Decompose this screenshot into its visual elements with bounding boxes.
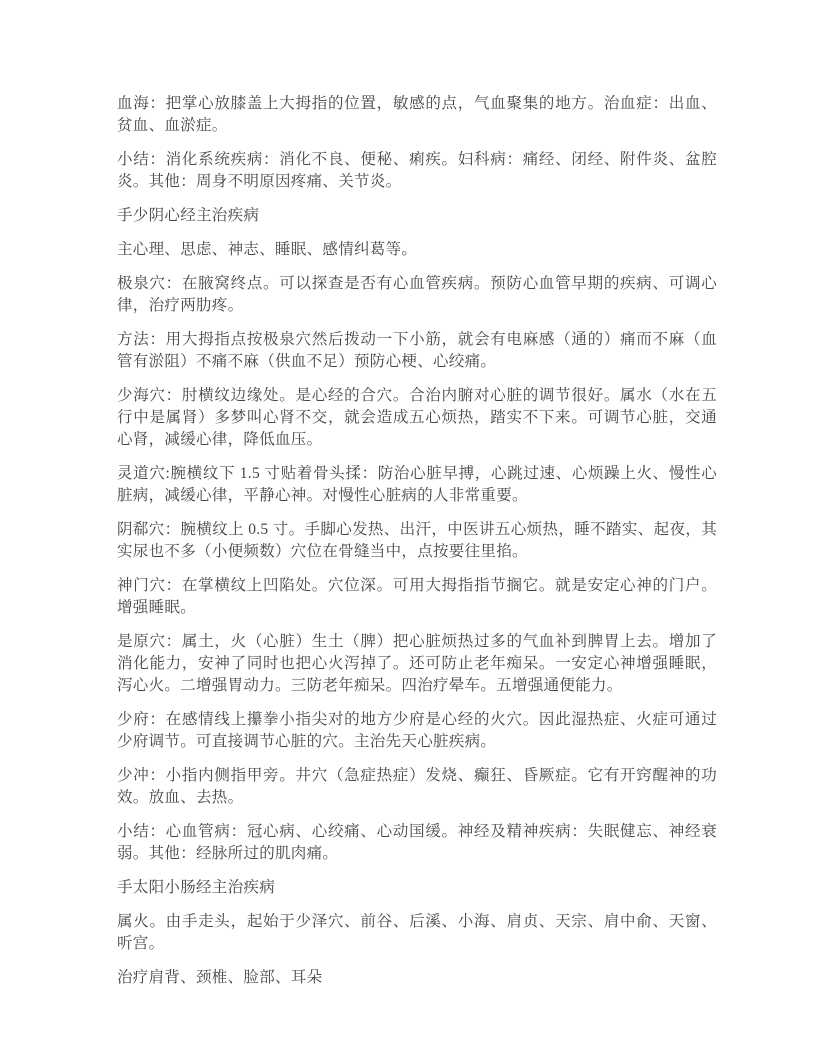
document-page <box>117 93 717 1001</box>
paragraph-small-intestine-overview: 属火。由手走头，起始于少泽穴、前谷、后溪、小海、肩贞、天宗、肩中俞、天窗、听宫。 <box>117 913 717 952</box>
heading-heart-meridian: 手少阴心经主治疾病 <box>117 207 260 224</box>
paragraph-summary-digestive: 小结：消化系统疾病：消化不良、便秘、痢疾。妇科病：痛经、闭经、附件炎、盆腔炎。其他：周身不明原因疼痛、关节炎。 <box>117 151 717 190</box>
paragraph-yuan-point: 是原穴：属土，火（心脏）生土（脾）把心脏烦热过多的气血补到脾胃上去。增加了消化能力，安神了同时也把心火泻掉了。还可防止老年痴呆。一安定心神增强睡眠，泻心火。二增强胃动力。三防老年痴呆。四治疗晕车。五增强通便能力。 <box>117 633 717 694</box>
paragraph-yinxi: 阴郗穴：腕横纹上 0.5 寸。手脚心发热、出汗，中医讲五心烦热，睡不踏实、起夜，其实尿也不多（小便频数）穴位在骨缝当中，点按要往里掐。 <box>117 521 717 560</box>
heading-small-intestine-meridian: 手太阳小肠经主治疾病 <box>117 879 276 896</box>
paragraph-xuehai: 血海：把掌心放膝盖上大拇指的位置，敏感的点，气血聚集的地方。治血症：出血、贫血、血淤症。 <box>117 95 717 134</box>
paragraph-shaofu: 少府：在感情线上攥拳小指尖对的地方少府是心经的火穴。因此湿热症、火症可通过少府调节。可直接调节心脏的穴。主治先天心脏疾病。 <box>117 711 717 750</box>
paragraph-jiquan: 极泉穴：在腋窝终点。可以探查是否有心血管疾病。预防心血管早期的疾病、可调心律，治疗两肋疼。 <box>117 275 717 314</box>
paragraph-shenmen: 神门穴：在掌横纹上凹陷处。穴位深。可用大拇指指节搁它。就是安定心神的门户。增强睡眠。 <box>117 577 717 616</box>
paragraph-heart-overview: 主心理、思虑、神志、睡眠、感情纠葛等。 <box>117 241 418 258</box>
paragraph-small-intestine-treats: 治疗肩背、颈椎、脸部、耳朵 <box>117 969 323 986</box>
paragraph-lingdao: 灵道穴:腕横纹下 1.5 寸贴着骨头揉：防治心脏早搏，心跳过速、心烦躁上火、慢性心脏病，减缓心律，平静心神。对慢性心脏病的人非常重要。 <box>117 465 717 504</box>
paragraph-shaochong: 少冲：小指内侧指甲旁。井穴（急症热症）发烧、癫狂、昏厥症。它有开窍醒神的功效。放血、去热。 <box>117 767 717 806</box>
paragraph-summary-cardiovascular: 小结：心血管病：冠心病、心绞痛、心动国缓。神经及精神疾病：失眠健忘、神经衰弱。其他：经脉所过的肌肉痛。 <box>117 823 717 862</box>
paragraph-jiquan-method: 方法：用大拇指点按极泉穴然后拨动一下小筋，就会有电麻感（通的）痛而不麻（血管有淤阻）不痛不麻（供血不足）预防心梗、心绞痛。 <box>117 331 717 370</box>
paragraph-shaohai: 少海穴：肘横纹边缘处。是心经的合穴。合治内腑对心脏的调节很好。属水（水在五行中是属肾）多梦叫心肾不交，就会造成五心烦热，踏实不下来。可调节心脏，交通心肾，减缓心律，降低血压。 <box>117 387 717 448</box>
